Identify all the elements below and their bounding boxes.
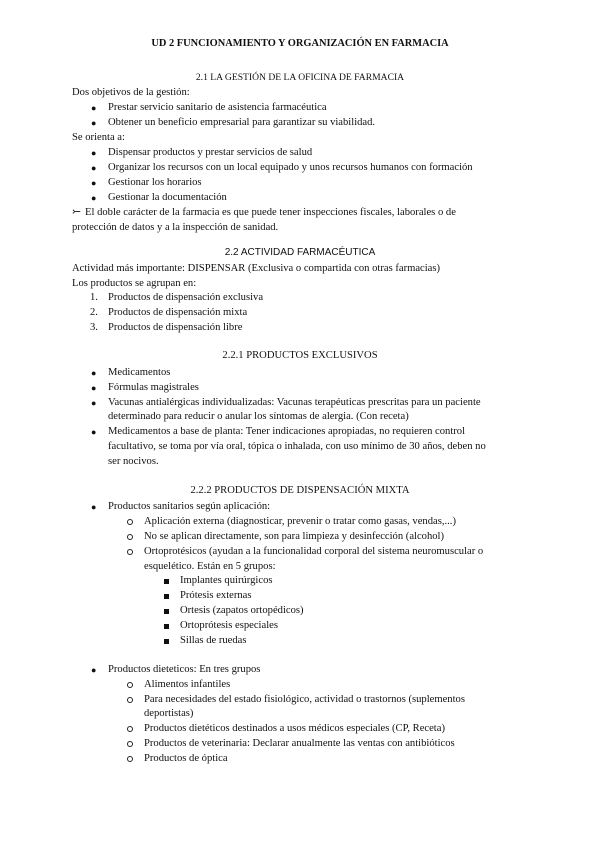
bullet-icon: ● — [91, 193, 97, 203]
list-item: Productos dieteticos: En tres grupos — [108, 664, 261, 675]
sub-list-item: Productos de óptica — [144, 753, 228, 764]
list-item: Productos sanitarios según aplicación: — [108, 501, 271, 512]
sub-list-item: Productos de veterinaria: Declarar anualmente las ventas con antibióticos — [144, 738, 455, 749]
activity-line: Actividad más importante: DISPENSAR (Exclusiva o compartida con otras farmacias) — [72, 263, 441, 274]
list-item: Prestar servicio sanitario de asistencia farmacéutica — [108, 102, 327, 113]
sub-list-item: Alimentos infantiles — [144, 679, 231, 690]
bullet-icon: ● — [91, 427, 97, 437]
section-heading-2-2: 2.2 ACTIVIDAD FARMACÉUTICA — [224, 247, 376, 258]
square-bullet-icon — [164, 579, 169, 584]
circle-bullet-icon — [127, 519, 133, 525]
sub-list-item: Para necesidades del estado fisiológico, actividad o trastornos (suplementos — [144, 694, 465, 705]
circle-bullet-icon — [127, 756, 133, 762]
objectives-intro: Dos objetivos de la gestión: — [72, 87, 190, 98]
circle-bullet-icon — [127, 726, 133, 732]
list-item: Medicamentos a base de planta: Tener indicaciones apropiadas, no requieren control — [108, 426, 466, 437]
list-item-continuation: ser nocivos. — [108, 456, 159, 467]
sub-list-item: No se aplican directamente, son para limpieza y desinfección (alcohol) — [144, 531, 445, 542]
square-bullet-icon — [164, 624, 169, 629]
bullet-icon: ● — [91, 398, 97, 408]
sub-sub-list-item: Implantes quirúrgicos — [180, 575, 273, 586]
circle-bullet-icon — [127, 741, 133, 747]
list-item: Gestionar la documentación — [108, 192, 227, 203]
sub-sub-list-item: Sillas de ruedas — [180, 635, 247, 646]
circle-bullet-icon — [127, 534, 133, 540]
bullet-icon: ● — [91, 103, 97, 113]
note-line: El doble carácter de la farmacia es que puede tener inspecciones fiscales, laborales o de — [85, 207, 456, 218]
list-item: Medicamentos — [108, 367, 171, 378]
page-title: UD 2 FUNCIONAMIENTO Y ORGANIZACIÓN EN FARMACIA — [151, 38, 449, 49]
section-heading-2-1: 2.1 LA GESTIÓN DE LA OFICINA DE FARMACIA — [195, 72, 405, 83]
section-heading-2-2-2: 2.2.2 PRODUCTOS DE DISPENSACIÓN MIXTA — [190, 485, 410, 496]
square-bullet-icon — [164, 609, 169, 614]
list-number: 2. — [90, 307, 98, 318]
list-item: Obtener un beneficio empresarial para garantizar su viabilidad. — [108, 117, 376, 128]
list-item: Organizar los recursos con un local equipado y unos recursos humanos con formación — [108, 162, 473, 173]
sub-list-item-continuation: esquelético. Están en 5 grupos: — [144, 561, 276, 572]
bullet-icon: ● — [91, 163, 97, 173]
list-item: Productos de dispensación mixta — [108, 307, 248, 318]
sub-list-item: Aplicación externa (diagnosticar, prevenir o tratar como gasas, vendas,...) — [144, 516, 456, 527]
arrow-icon: ⤚ — [72, 207, 81, 218]
groups-intro: Los productos se agrupan en: — [72, 278, 197, 289]
sub-list-item-continuation: deportistas) — [144, 708, 194, 719]
list-item: Dispensar productos y prestar servicios de salud — [108, 147, 313, 158]
bullet-icon: ● — [91, 502, 97, 512]
list-item: Productos de dispensación libre — [108, 322, 243, 333]
sub-list-item: Ortoprotésicos (ayudan a la funcionalidad corporal del sistema neuromuscular o — [144, 546, 484, 557]
square-bullet-icon — [164, 639, 169, 644]
bullet-icon: ● — [91, 665, 97, 675]
circle-bullet-icon — [127, 682, 133, 688]
list-item: Gestionar los horarios — [108, 177, 202, 188]
bullet-icon: ● — [91, 148, 97, 158]
orienta-intro: Se orienta a: — [72, 132, 125, 143]
sub-sub-list-item: Ortoprótesis especiales — [180, 620, 278, 631]
bullet-icon: ● — [91, 383, 97, 393]
square-bullet-icon — [164, 594, 169, 599]
bullet-icon: ● — [91, 178, 97, 188]
circle-bullet-icon — [127, 697, 133, 703]
section-heading-2-2-1: 2.2.1 PRODUCTOS EXCLUSIVOS — [222, 350, 378, 361]
sub-sub-list-item: Prótesis externas — [180, 590, 252, 601]
list-item: Fórmulas magistrales — [108, 382, 199, 393]
sub-list-item: Productos dietéticos destinados a usos médicos especiales (CP, Receta) — [144, 723, 445, 734]
bullet-icon: ● — [91, 368, 97, 378]
list-item-continuation: facultativo, se toma por vía oral, tópica o inhalada, con uso mínimo de 30 años, deben no — [108, 441, 486, 452]
sub-sub-list-item: Ortesis (zapatos ortopédicos) — [180, 605, 304, 616]
bullet-icon: ● — [91, 118, 97, 128]
list-item: Vacunas antialérgicas individualizadas: Vacunas terapéuticas prescritas para un paciente — [108, 397, 481, 408]
list-number: 3. — [90, 322, 98, 333]
circle-bullet-icon — [127, 549, 133, 555]
list-item-continuation: determinado para reducir o anular los síntomas de alergia. (Con receta) — [108, 411, 409, 422]
note-line: protección de datos y a la inspección de sanidad. — [72, 222, 279, 233]
list-item: Productos de dispensación exclusiva — [108, 292, 264, 303]
list-number: 1. — [90, 292, 98, 303]
